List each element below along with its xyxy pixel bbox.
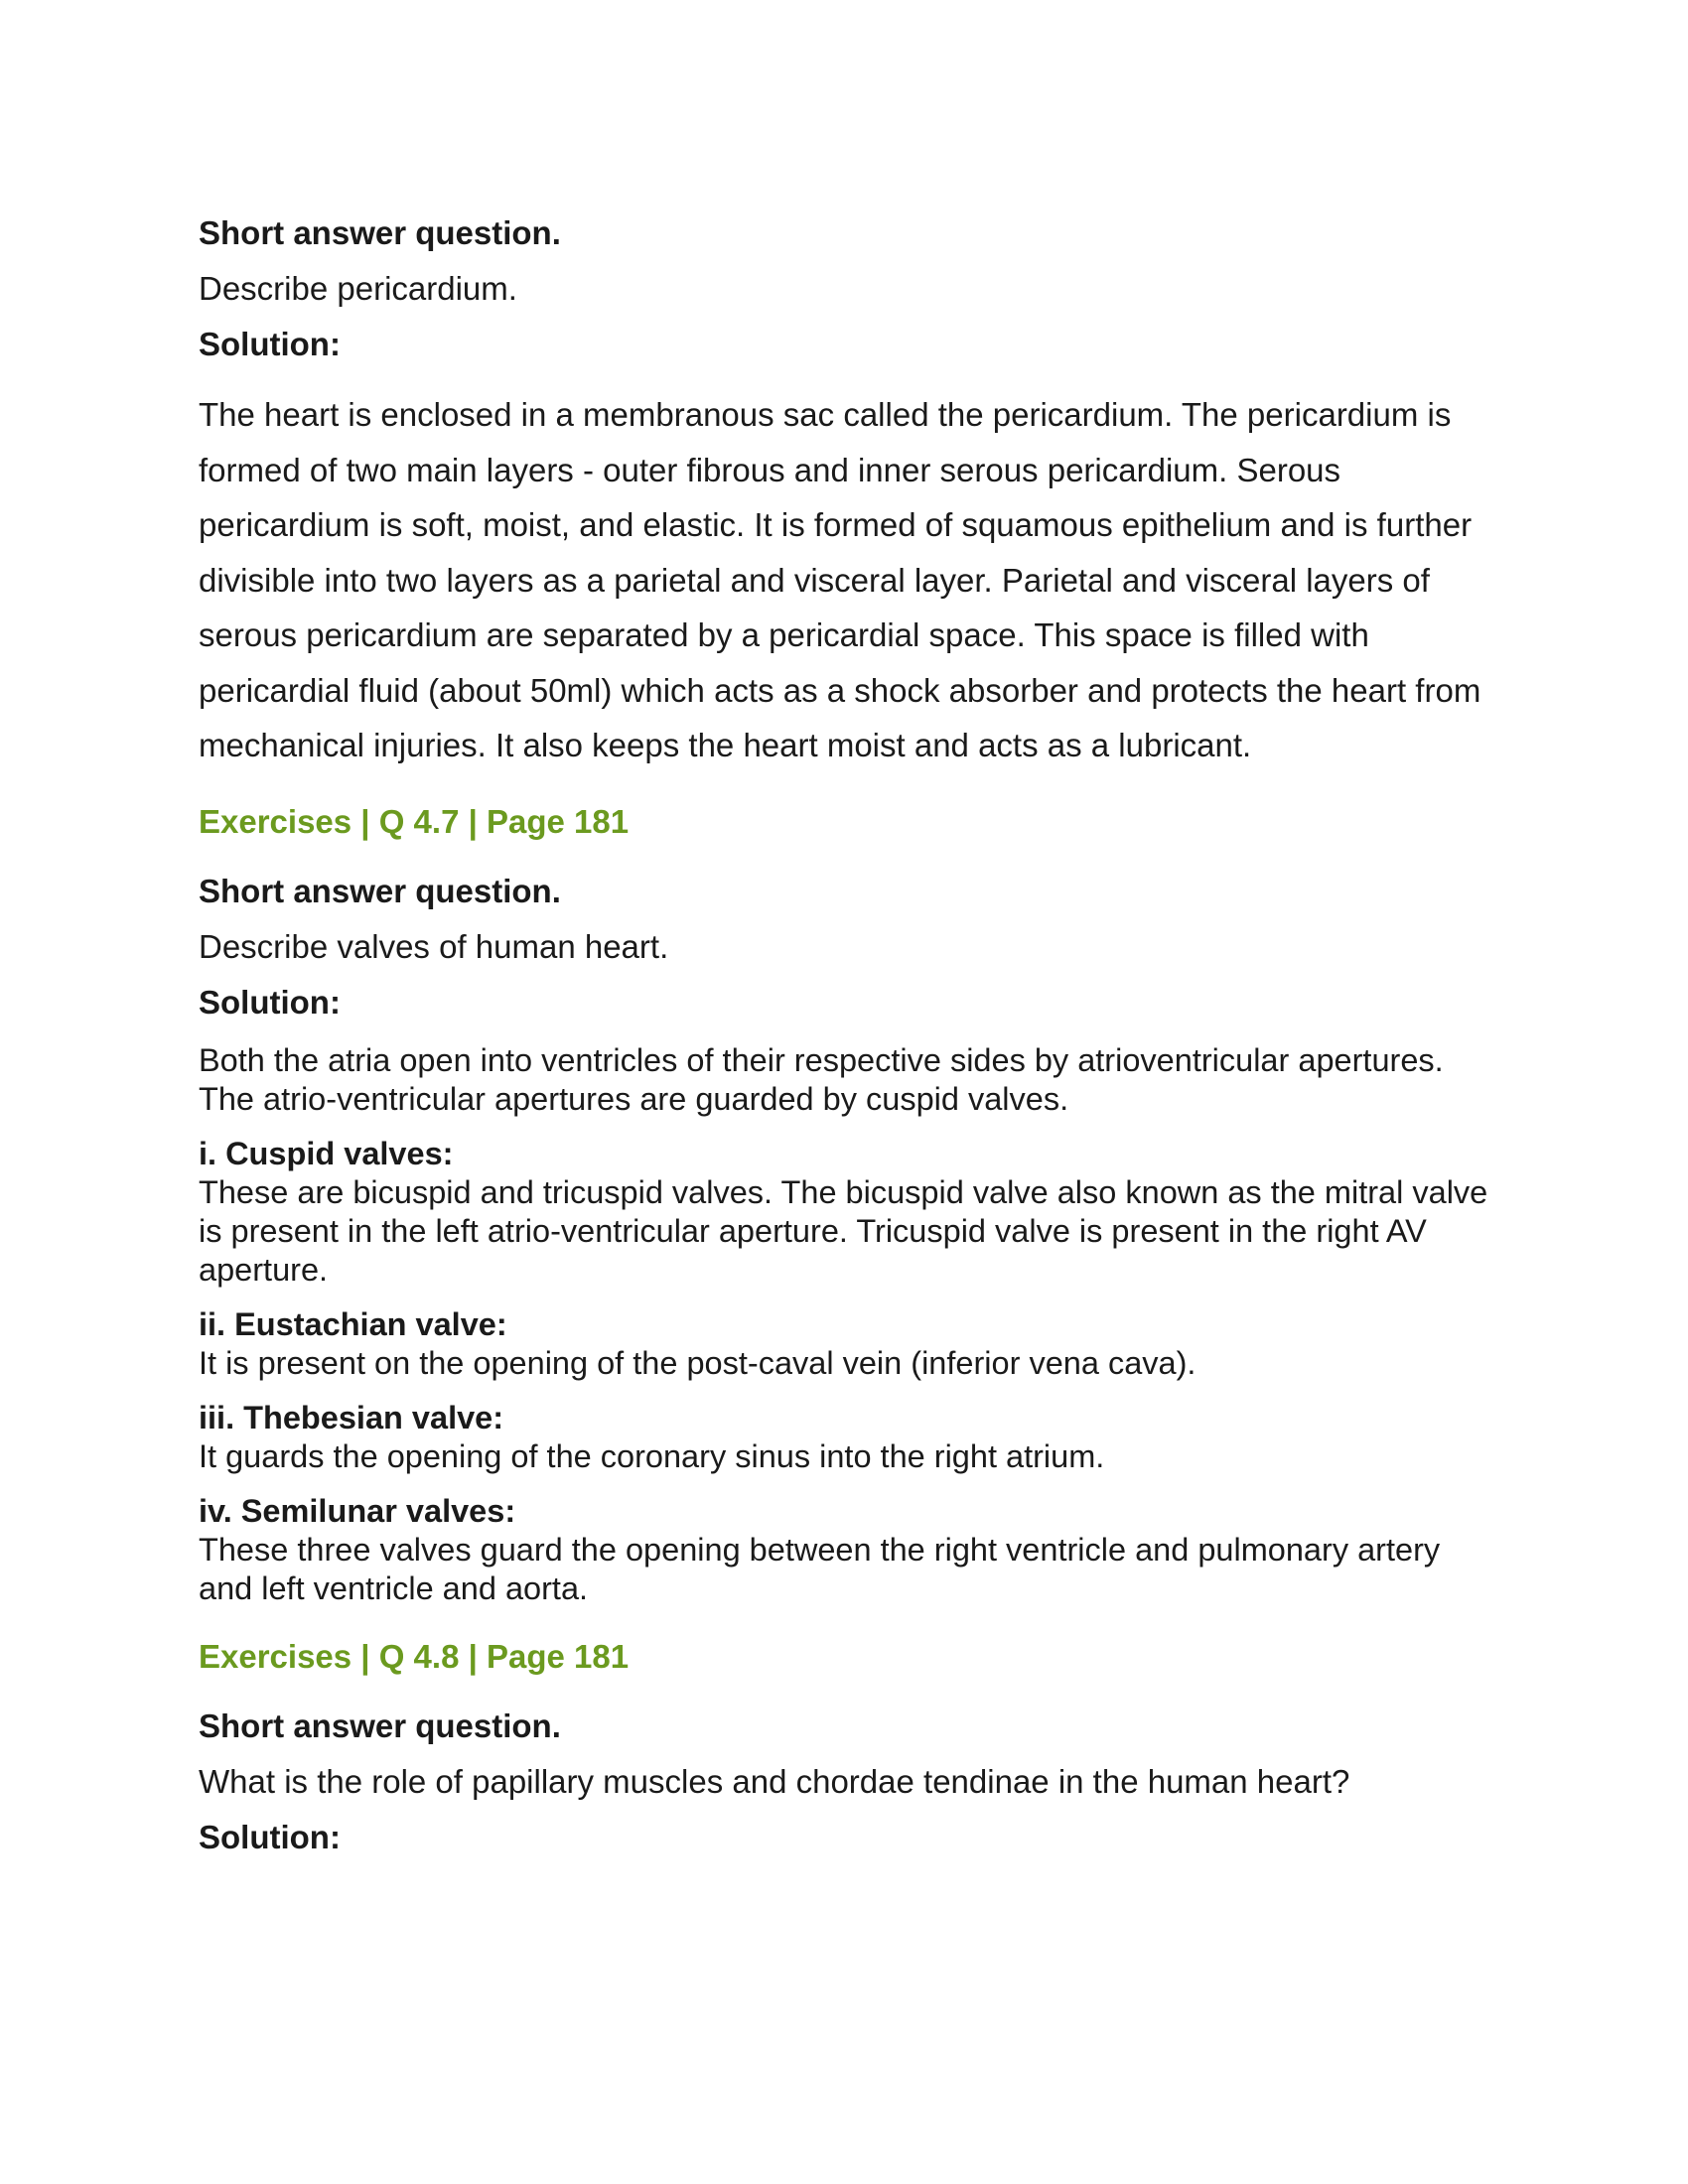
exercise-heading: Exercises | Q 4.7 | Page 181	[199, 802, 630, 840]
valve-description: These are bicuspid and tricuspid valves. The bicuspid valve also known as the mitral valve is present in the left atrio-ventricular aperture. Tricuspid valve is present in the right AV aperture.	[199, 1173, 1488, 1288]
question-text: Describe pericardium.	[199, 270, 517, 307]
valve-description: It guards the opening of the coronary sinus into the right atrium.	[199, 1437, 1105, 1474]
question-type-label: Short answer question.	[199, 1706, 561, 1744]
question-text: Describe valves of human heart.	[199, 927, 669, 965]
valve-item-cuspid	[199, 1135, 1499, 1290]
valve-item-thebesian	[199, 1399, 1499, 1476]
solution-label: Solution:	[199, 983, 341, 1021]
question-text: What is the role of papillary muscles and chordae tendinae in the human heart?	[199, 1762, 1350, 1800]
valve-title: iii. Thebesian valve:	[199, 1399, 504, 1435]
valve-item-semilunar	[199, 1492, 1499, 1608]
question-block-papillary-muscles	[199, 1632, 1499, 1862]
document-page	[199, 208, 1499, 1862]
exercise-heading: Exercises | Q 4.8 | Page 181	[199, 1637, 630, 1675]
valve-title: i. Cuspid valves:	[199, 1135, 454, 1171]
valve-title: iv. Semilunar valves:	[199, 1492, 516, 1529]
solution-intro: Both the atria open into ventricles of their respective sides by atrioventricular apertures. The atrio-ventricular apertures are guarded by cuspid valves.	[199, 1041, 1444, 1117]
valve-item-eustachian	[199, 1305, 1499, 1383]
solution-label: Solution:	[199, 1818, 341, 1855]
question-block-heart-valves	[199, 797, 1499, 1608]
valve-description: These three valves guard the opening between the right ventricle and pulmonary artery and left ventricle and aorta.	[199, 1531, 1441, 1606]
valve-title: ii. Eustachian valve:	[199, 1305, 507, 1342]
question-block-pericardium	[199, 208, 1499, 773]
question-type-label: Short answer question.	[199, 214, 561, 251]
question-type-label: Short answer question.	[199, 872, 561, 909]
solution-text: The heart is enclosed in a membranous sac called the pericardium. The pericardium is formed of two main layers - outer fibrous and inner serous pericardium. Serous pericardium is soft, moist, and elastic. It is formed of squamous epithelium and is further divisible into two layers as a parietal and visceral layer. Parietal and visceral layers of serous pericardium are separated by a pericardial space. This space is filled with pericardial fluid (about 50ml) which acts as a shock absorber and protects the heart from mechanical injuries. It also keeps the heart moist and acts as a lubricant.	[199, 396, 1481, 763]
valve-description: It is present on the opening of the post-caval vein (inferior vena cava).	[199, 1344, 1196, 1381]
solution-label: Solution:	[199, 326, 341, 362]
